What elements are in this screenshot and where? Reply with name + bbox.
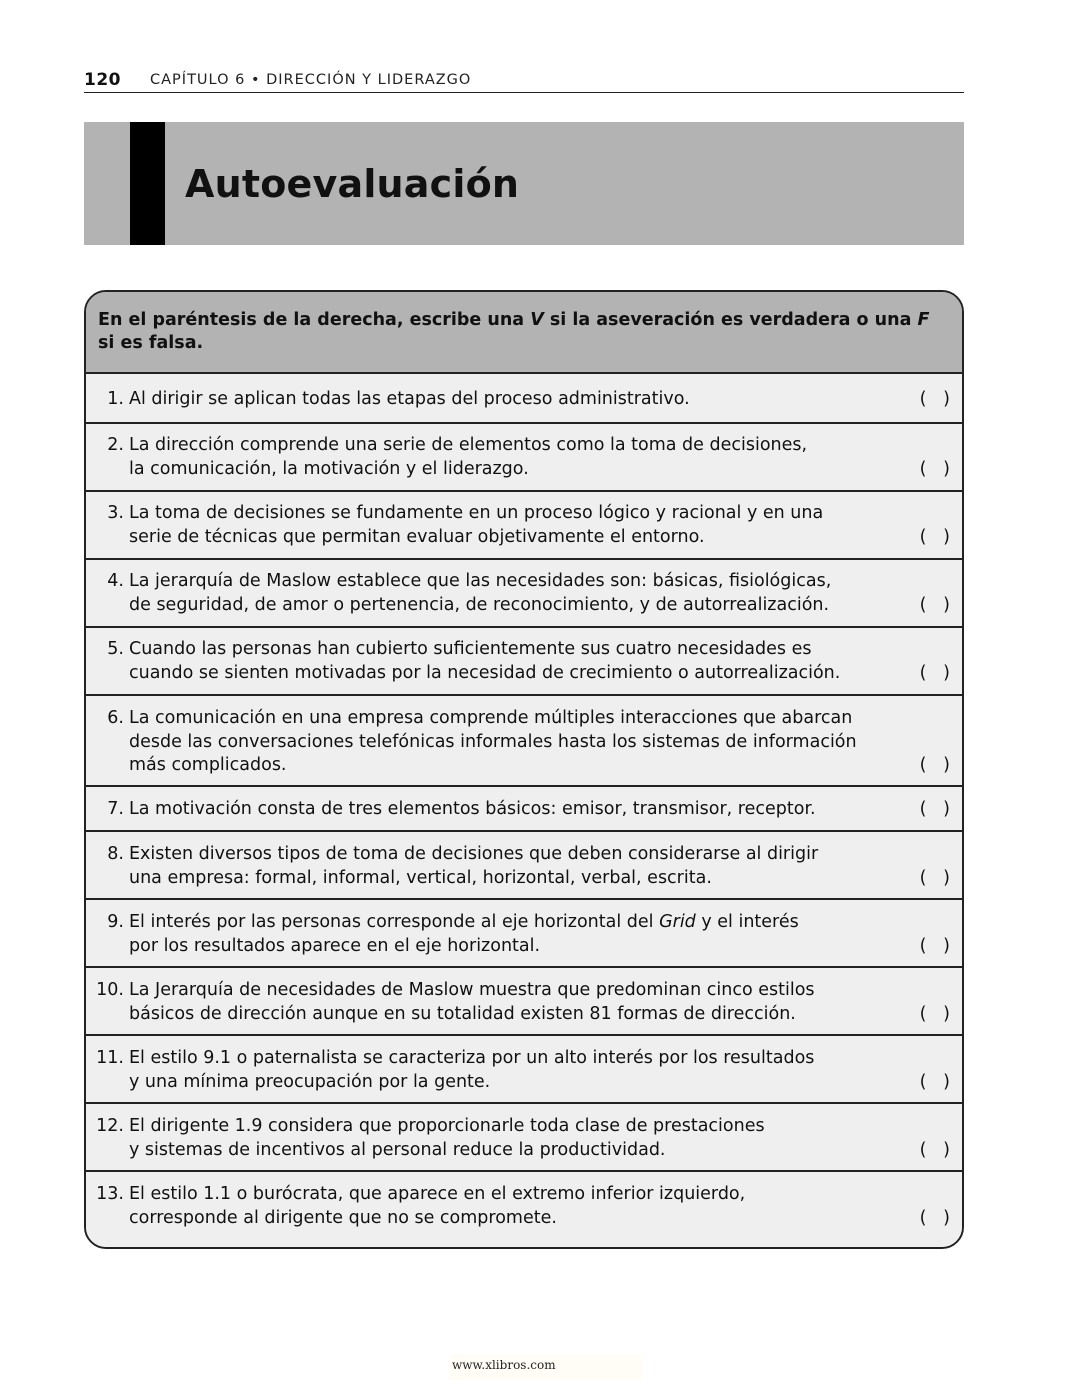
question-text: Al dirigir se aplican todas las etapas del proceso administrativo. bbox=[129, 389, 690, 409]
quiz-box bbox=[84, 290, 964, 1249]
section-title: Autoevaluación bbox=[185, 162, 520, 206]
question-number: 2. bbox=[107, 435, 124, 455]
question-row bbox=[86, 900, 962, 968]
question-text: El interés por las personas corresponde al eje horizontal del Grid y el interés por los resultados aparece en el eje horizontal. bbox=[129, 912, 799, 956]
answer-blank[interactable]: ( ) bbox=[919, 1208, 950, 1228]
question-row bbox=[86, 968, 962, 1036]
answer-blank[interactable]: ( ) bbox=[919, 527, 950, 547]
question-number: 10. bbox=[96, 980, 124, 1000]
instructions-line-1: En el paréntesis de la derecha, escribe una V si la aseveración es verdadera o una F bbox=[98, 310, 930, 330]
section-title-band bbox=[84, 122, 964, 245]
question-row bbox=[86, 492, 962, 560]
question-row bbox=[86, 1036, 962, 1104]
answer-blank[interactable]: ( ) bbox=[919, 799, 950, 819]
question-text: El dirigente 1.9 considera que proporcionarle toda clase de prestaciones y sistemas de incentivos al personal reduce la productividad. bbox=[129, 1116, 765, 1160]
running-header bbox=[84, 70, 964, 93]
question-text: La dirección comprende una serie de elementos como la toma de decisiones, la comunicación, la motivación y el liderazgo. bbox=[129, 435, 808, 479]
question-number: 7. bbox=[107, 799, 124, 819]
question-row bbox=[86, 832, 962, 900]
footer-url: www.xlibros.com bbox=[452, 1358, 556, 1372]
question-number: 6. bbox=[107, 708, 124, 728]
quiz-instructions bbox=[86, 292, 962, 374]
question-number: 9. bbox=[107, 912, 124, 932]
question-number: 5. bbox=[107, 639, 124, 659]
answer-blank[interactable]: ( ) bbox=[919, 1072, 950, 1092]
answer-blank[interactable]: ( ) bbox=[919, 459, 950, 479]
answer-blank[interactable]: ( ) bbox=[919, 936, 950, 956]
question-text: El estilo 1.1 o burócrata, que aparece en el extremo inferior izquierdo, corresponde al dirigente que no se compromete. bbox=[129, 1184, 746, 1228]
question-row bbox=[86, 696, 962, 787]
question-number: 13. bbox=[96, 1184, 124, 1204]
answer-blank[interactable]: ( ) bbox=[919, 1004, 950, 1024]
question-row bbox=[86, 1172, 962, 1249]
question-number: 3. bbox=[107, 503, 124, 523]
question-number: 4. bbox=[107, 571, 124, 591]
chapter-label: CAPÍTULO 6 • DIRECCIÓN Y LIDERAZGO bbox=[150, 72, 472, 88]
question-text: La toma de decisiones se fundamente en un proceso lógico y racional y en una serie de técnicas que permitan evaluar objetivamente el entorno. bbox=[129, 503, 824, 547]
question-text: Cuando las personas han cubierto suficientemente sus cuatro necesidades es cuando se sienten motivadas por la necesidad de crecimiento o autorrealización. bbox=[129, 639, 841, 683]
question-number: 11. bbox=[96, 1048, 124, 1068]
answer-blank[interactable]: ( ) bbox=[919, 755, 950, 775]
answer-blank[interactable]: ( ) bbox=[919, 1140, 950, 1160]
question-row bbox=[86, 560, 962, 628]
question-row bbox=[86, 1104, 962, 1172]
page-number: 120 bbox=[84, 70, 121, 90]
question-number: 8. bbox=[107, 844, 124, 864]
answer-blank[interactable]: ( ) bbox=[919, 663, 950, 683]
question-text: La Jerarquía de necesidades de Maslow muestra que predominan cinco estilos básicos de dirección aunque en su totalidad existen 81 formas de dirección. bbox=[129, 980, 815, 1024]
answer-blank[interactable]: ( ) bbox=[919, 595, 950, 615]
question-row bbox=[86, 374, 962, 424]
question-text: Existen diversos tipos de toma de decisiones que deben considerarse al dirigir una empresa: formal, informal, vertical, horizontal, verbal, escrita. bbox=[129, 844, 819, 888]
instructions-line-2: si es falsa. bbox=[98, 333, 204, 353]
question-text: La comunicación en una empresa comprende múltiples interacciones que abarcan desde las conversaciones telefónicas informales hasta los sistemas de información más complicados. bbox=[129, 708, 857, 775]
question-number: 12. bbox=[96, 1116, 124, 1136]
answer-blank[interactable]: ( ) bbox=[919, 389, 950, 409]
title-accent-bar bbox=[130, 122, 165, 245]
question-row bbox=[86, 424, 962, 492]
question-number: 1. bbox=[107, 389, 124, 409]
question-text: La jerarquía de Maslow establece que las necesidades son: básicas, fisiológicas, de seguridad, de amor o pertenencia, de reconocimiento, y de autorrealización. bbox=[129, 571, 832, 615]
answer-blank[interactable]: ( ) bbox=[919, 868, 950, 888]
question-row bbox=[86, 787, 962, 832]
question-row bbox=[86, 628, 962, 696]
question-text: El estilo 9.1 o paternalista se caracteriza por un alto interés por los resultados y una mínima preocupación por la gente. bbox=[129, 1048, 815, 1092]
question-text: La motivación consta de tres elementos básicos: emisor, transmisor, receptor. bbox=[129, 799, 816, 819]
